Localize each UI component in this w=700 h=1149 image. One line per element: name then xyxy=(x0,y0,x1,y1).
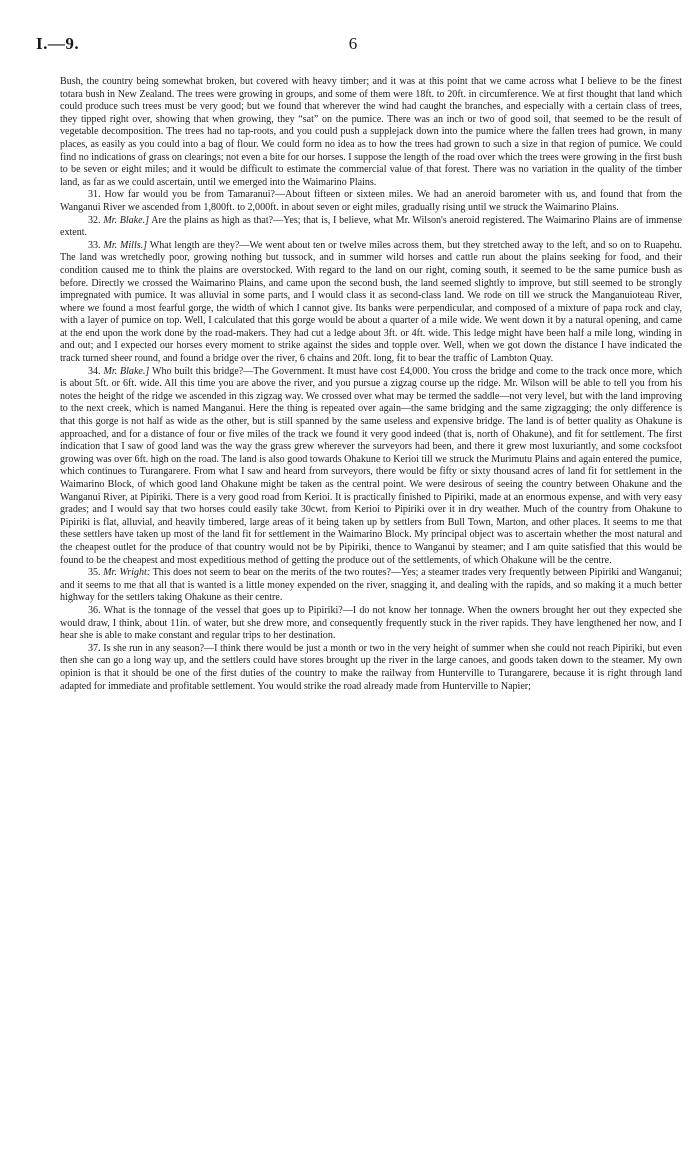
paragraph-question-33 xyxy=(60,240,682,366)
question-number: 36. xyxy=(88,604,101,616)
question-number: 32. xyxy=(88,214,101,226)
paragraph-question-32 xyxy=(60,215,682,240)
question-number: 35. xyxy=(88,567,101,579)
paragraph-question-35 xyxy=(60,567,682,605)
paragraph-text: Who built this bridge?—The Government. It must have cost £4,000. You cross the bridge and come to the track once more, which is about 5ft. or 6ft. wide. All this time you are above the river, and you pursue a zigzag course up the ridge. Mr. Wilson will be able to tell you from his notes the height of the ridge we ascended in this zigzag way. We crossed over what may be termed the saddle—not very level, but with the land improving to the next creek, which is named Manganui. Here the thing is repeated over again—the same bridging and the same zigzagging; the only difference is that this gorge is not half as wide as the other, but is still spanned by the same useless and expensive bridge. The land is of better quality as Ohakune is approached, and for a distance of four or five miles of the track we found it very good indeed (that is, north of Ohakune), and fit for settlement. The first indication that I saw of good land was the way the grass grew wherever the surveyors had been, and there it grew most luxuriantly, and some cocksfoot growing was over 6ft. high on the road. The land is also good towards Ohakune to Kerioi till we struck the Murimutu Plains and again entered the pumice, which continues to Turangarere. From what I saw and heard from surveyors, there would be fifty or sixty thousand acres of land fit for settlement in the Waimarino Block, of which good land Ohakune might be taken as the central point. We were desirous of seeing the country between Ohakune and the Wanganui River, at Pipiriki. There is a very good road from Kerioi. It is practically finished to Pipiriki, made at an enormous expense, and with very easy grades; and I would say that two horses could easily take 30cwt. from Kerioi to Pipiriki over it in dry weather. Much of the country from Ohakune to Pipiriki is flat, alluvial, and heavily timbered, large areas of it being taken up by settlers from Bull Town, Marton, and other places. It seems to me that these settlers have taken up most of the land fit for settlement in the Waimarino Block. My principal object was to ascertain whether the most natural and the cheapest outlet for the produce of that country would not be by Pipiriki, thence to Wanganui by steamer; and I am quite satisfied that this would be found to be the cheapest and most expeditious method of getting the produce out of the settlements, of which Ohakune will be the centre. xyxy=(60,365,683,566)
paragraph-text: What is the tonnage of the vessel that goes up to Pipiriki?—I do not know her tonnage. When the owners brought her out they expected she would draw, I think, about 11in. of water, but she drew more, and consequently frequently stuck in the river rapids. They have lengthened her now, and I hear she is able to make constant and regular trips to her destination. xyxy=(60,604,682,642)
page-number: 6 xyxy=(348,34,358,53)
paragraph-question-36 xyxy=(60,605,682,643)
page-header xyxy=(36,34,670,58)
paragraph-text: How far would you be from Tamaranui?—About fifteen or sixteen miles. We had an aneroid barometer with us, and found that from the Wanganui River we ascended from 1,800ft. to 2,000ft. in about seven or eight miles, gradually rising until we struck the Waimarino Plains. xyxy=(60,189,682,213)
paragraph-text: What length are they?—We went about ten or twelve miles across them, but they stretched away to the left, and so on to Ruapehu. The land was wretchedly poor, growing nothing but tussock, and in summer wild horses and cattle run about the plains seeking for food, and their condition caused me to think the plains are overstocked. With regard to the land on our right, coming south, it seemed to be the same pumice bush as before. Directly we crossed the Waimarino Plains, and came upon the second bush, the land seemed slightly to improve, but still seemed to be strongly impregnated with pumice. It was alluvial in some parts, and I would class it as second-class land. We rode on till we struck the Manganuioteau River, where we found a most fearful gorge, the width of which I cannot give. Its banks were perpendicular, and composed of a mixture of papa rock and clay, with a layer of pumice on top. Well, I calculated that this gorge would be about a quarter of a mile wide. We went down it by a natural opening, and came at the end upon the work done by the road-makers. They had cut a ledge about 3ft. or 4ft. wide. This ledge might have been half a mile long, winding in and out; and I expected our horses every moment to strike against the sides and topple over. Well, when we got down the distance I have indicated the track turned sheer round, and found a bridge over the river, 6 chains and 20ft. long, fit to bear the traffic of Lambton Quay. xyxy=(60,239,682,365)
paragraph-text: Are the plains as high as that?—Yes; that is, I believe, what Mr. Wilson's aneroid registered. The Waimarino Plains are of immense extent. xyxy=(60,214,683,239)
paragraph-text: Bush, the country being somewhat broken, but covered with heavy timber; and it was at this point that we came across what I believe to be the finest totara bush in New Zealand. The trees were growing in groups, and some of them were 18ft. to 20ft. in circumference. We at first thought that land which could produce such trees must be very good; but we found that wherever the wind had caught the branches, and especially with a certain class of trees, they tipped right over, showing that when growing, they “sat” on the pumice. There was an inch or two of good soil, that seemed to be the result of vegetable decomposition. The trees had no tap-roots, and you could push a supplejack down into the pumice where the fallen trees had grown, in many places, as easily as you could into a bag of flour. We could form no idea as to how the trees had grown to such a size in that region of pumice. We could find no indications of grass on clearings; not even a bite for our horses. I suppose the length of the road over which the trees were growing in the first bush to be seven or eight miles; and it would be difficult to estimate the commercial value of that forest. There was no variation in the quality of the timber land, as far as we could ascertain, until we emerged into the Waimarino Plains. xyxy=(60,76,682,188)
question-number: 37. xyxy=(88,642,101,654)
paragraph-question-31 xyxy=(60,189,682,214)
speaker-name: Mr. Wright: xyxy=(103,567,151,579)
body-text xyxy=(60,76,682,693)
question-number: 33. xyxy=(88,239,101,251)
paragraph-continued xyxy=(60,76,682,189)
speaker-name: Mr. Mills.] xyxy=(103,239,148,251)
question-number: 31. xyxy=(88,189,101,201)
speaker-name: Mr. Blake.] xyxy=(103,214,150,226)
speaker-name: Mr. Blake.] xyxy=(103,365,150,377)
paragraph-text: This does not seem to bear on the merits of the two routes?—Yes; a steamer trades very frequently between Pipiriki and Wanganui; and it seems to me that all that is wanted is a little money expended on the river, snagging it, and dealing with the rapids, and so making it a much better highway for the settlers taking Ohakune as their centre. xyxy=(60,567,683,604)
paragraph-text: Is she run in any season?—I think there would be just a month or two in the very height of summer when she could not reach Pipiriki, but even then she can go a long way up, and the settlers could have stores brought up the river in the large canoes, and goods taken down to the steamer. My own opinion is that it should be one of the first duties of the country to make the railway from Hunterville to Turangarere, because it is right through land adapted for immediate and profitable settlement. You would strike the road already made from Hunterville to Napier; xyxy=(60,642,683,692)
paragraph-question-34 xyxy=(60,366,682,568)
paragraph-question-37 xyxy=(60,643,682,693)
question-number: 34. xyxy=(88,365,101,377)
document-reference: I.—9. xyxy=(36,34,80,53)
